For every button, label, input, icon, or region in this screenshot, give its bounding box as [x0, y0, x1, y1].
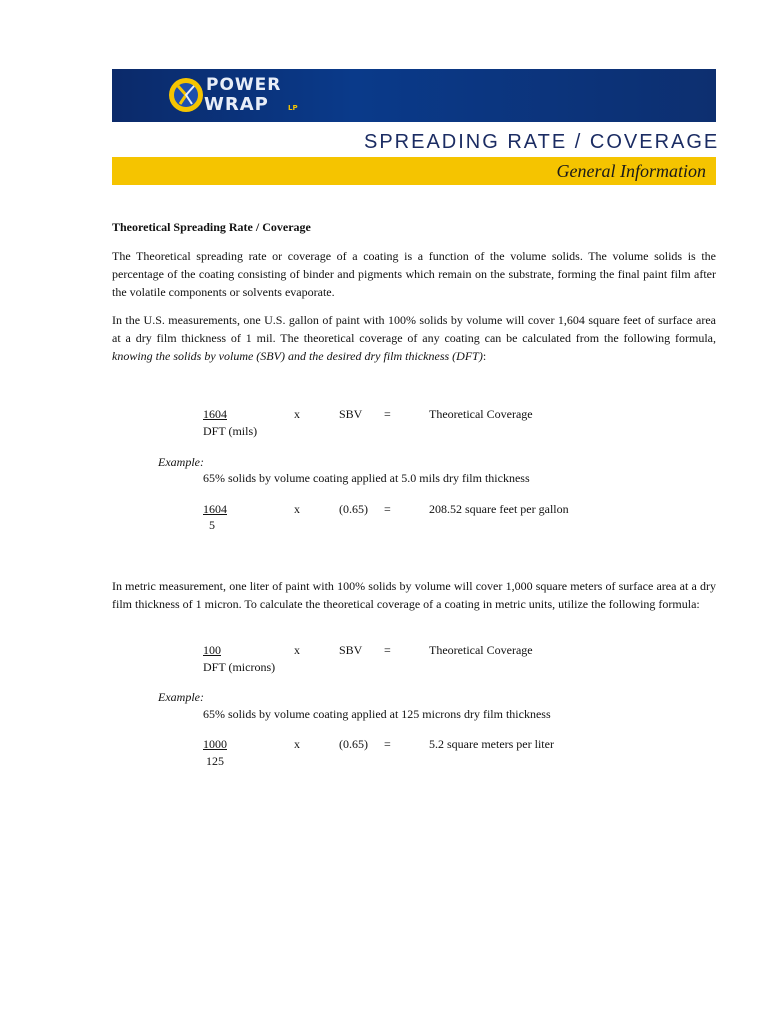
logo-text-power: POWER — [206, 75, 282, 95]
paragraph-us-italic: knowing the solids by volume (SBV) and the desired dry film thickness (DFT) — [112, 349, 483, 363]
metric-example-label: Example: — [158, 690, 204, 704]
metric-example-equals: = — [384, 737, 391, 751]
page-title: SPREADING RATE / COVERAGE — [364, 131, 720, 153]
us-example-term: (0.65) — [339, 502, 368, 516]
metric-formula-equals: = — [384, 643, 391, 657]
metric-example-text: 65% solids by volume coating applied at 125 microns dry film thickness — [203, 707, 551, 721]
us-example-text: 65% solids by volume coating applied at 5.0 mils dry film thickness — [203, 471, 530, 485]
metric-example-term: (0.65) — [339, 737, 368, 751]
us-example-denominator: 5 — [209, 518, 215, 532]
paragraph-us-measurement — [112, 311, 716, 365]
paragraph-volume-solids: The Theoretical spreading rate or coverage of a coating is a function of the volume solids. The volume solids is the percentage of the coating consisting of binder and pigments which remain on the substrate, forming the final paint film after the volatile components or solvents evaporate. — [112, 249, 716, 299]
metric-example-numerator: 1000 — [203, 737, 227, 751]
logo-text-lp: LP — [288, 104, 298, 112]
metric-example-denominator: 125 — [206, 754, 224, 768]
us-example-label: Example: — [158, 455, 204, 469]
metric-formula-denominator: DFT (microns) — [203, 660, 276, 674]
us-formula-term: SBV — [339, 407, 363, 421]
us-formula-operator: x — [294, 407, 300, 421]
metric-example-operator: x — [294, 737, 300, 751]
logo-emblem-icon — [168, 72, 204, 118]
power-wrap-logo — [168, 71, 308, 119]
metric-formula-numerator: 100 — [203, 643, 221, 657]
page-subtitle: General Information — [556, 161, 706, 181]
metric-formula-result: Theoretical Coverage — [429, 643, 533, 657]
us-example-result: 208.52 square feet per gallon — [429, 502, 569, 516]
paragraph-us-text: In the U.S. measurements, one U.S. gallon of paint with 100% solids by volume will cover 1,604 square feet of surface area at a dry film thickness of 1 mil. The theoretical coverage of any coating can be calculated from the following formula, — [112, 313, 716, 345]
section-heading: Theoretical Spreading Rate / Coverage — [112, 220, 311, 234]
logo-text-wrap: WRAP — [204, 94, 269, 115]
us-example-operator: x — [294, 502, 300, 516]
us-formula-numerator: 1604 — [203, 407, 227, 421]
us-formula-denominator: DFT (mils) — [203, 424, 258, 438]
us-formula-result: Theoretical Coverage — [429, 407, 533, 421]
us-formula-equals: = — [384, 407, 391, 421]
metric-example-result: 5.2 square meters per liter — [429, 737, 554, 751]
metric-formula-term: SBV — [339, 643, 363, 657]
paragraph-metric-measurement: In metric measurement, one liter of paint with 100% solids by volume will cover 1,000 square meters of surface area at a dry film thickness of 1 micron. To calculate the theoretical coverage of a coating in metric units, utilize the following formula: — [112, 579, 716, 611]
us-example-numerator: 1604 — [203, 502, 227, 516]
us-example-equals: = — [384, 502, 391, 516]
paragraph-us-end: : — [482, 349, 487, 363]
metric-formula-operator: x — [294, 643, 300, 657]
